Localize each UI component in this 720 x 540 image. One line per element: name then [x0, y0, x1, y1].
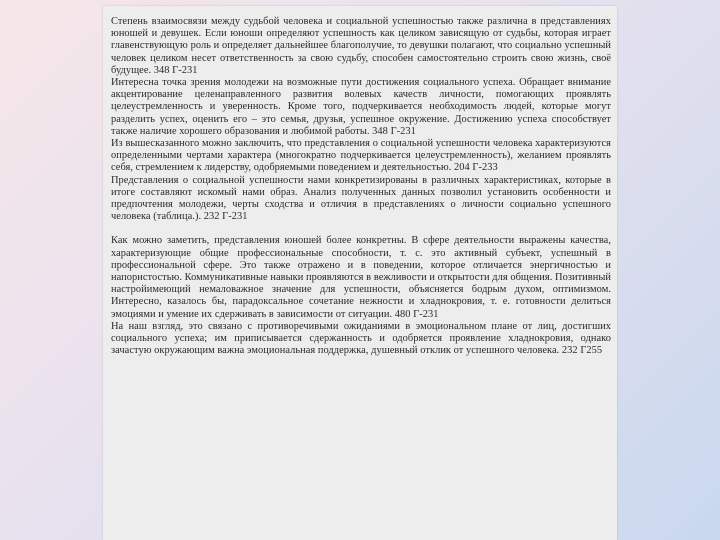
- paragraph-4: Представления о социальной успешности нами конкретизированы в различных характеристиках, которые в итоге составляют искомый нами образ. Анализ полученных данных позволил установить особенности и предпочтения молодежи, черты сходства и отличия в представлениях о личности социально успешного человека (таблица.). 232 Г-231: [111, 174, 611, 223]
- paragraph-2: Интересна точка зрения молодежи на возможные пути достижения социального успеха. Обращает внимание акцентирование целенаправленного развития волевых качеств личности, помогающих проявлять целеустремленность и уверенность. Кроме того, подчеркивается необходимость людей, которые могут разделить успех, оценить его – это семья, друзья, успешное окружение. Достижению успеха способствует также наличие хорошего образования и любимой работы. 348 Г-231: [111, 77, 611, 137]
- paragraph-3: Из вышесказанного можно заключить, что представления о социальной успешности человека характеризуются определенными чертами характера (многократно подчеркивается целеустремленность), желанием проявлять себя, стремлением к лидерству, одобряемыми поведением и деятельностью. 204 Г-233: [111, 138, 611, 174]
- paragraph-6: На наш взгляд, это связано с противоречивыми ожиданиями в эмоциональном плане от лиц, достигших социального успеха; им приписывается сдержанность и одобряется проявление хладнокровия, однако зачастую окружающим важна эмоциональная поддержка, душевный отклик от успешного человека. 232 Г255: [111, 320, 611, 357]
- document-page: [103, 6, 617, 540]
- document-text: [111, 16, 611, 357]
- paragraph-1: Степень взаимосвязи между судьбой человека и социальной успешностью также различна в представлениях юношей и девушек. Если юноши определяют успешность как целиком зависящую от судьбы, которая играет главенствующую роль и определяет дальнейшее благополучие, то девушки полагают, что социально успешный человек целиком несет ответственность за свою судьбу, способен самостоятельно строить свою жизнь, своё будущее. 348 Г-231: [111, 16, 611, 76]
- paragraph-5: Как можно заметить, представления юношей более конкретны. В сфере деятельности выражены качества, характеризующие общие профессиональные способности, т. с. это активный субъект, успешный в профессиональной сфере. Это также отражено и в поведении, которое отличается энергичностью и напористостью. Коммуникативные навыки проявляются в вежливости и открытости для общения. Позитивный настройимеющий немаловажное значение для успешности, объясняется бодрым духом, оптимизмом. Интересно, казалось бы, парадоксальное сочетание нежности и хладнокровия, т. е. готовности делиться эмоциями и умение их сдерживать в зависимости от ситуации. 480 Г-231: [111, 235, 611, 320]
